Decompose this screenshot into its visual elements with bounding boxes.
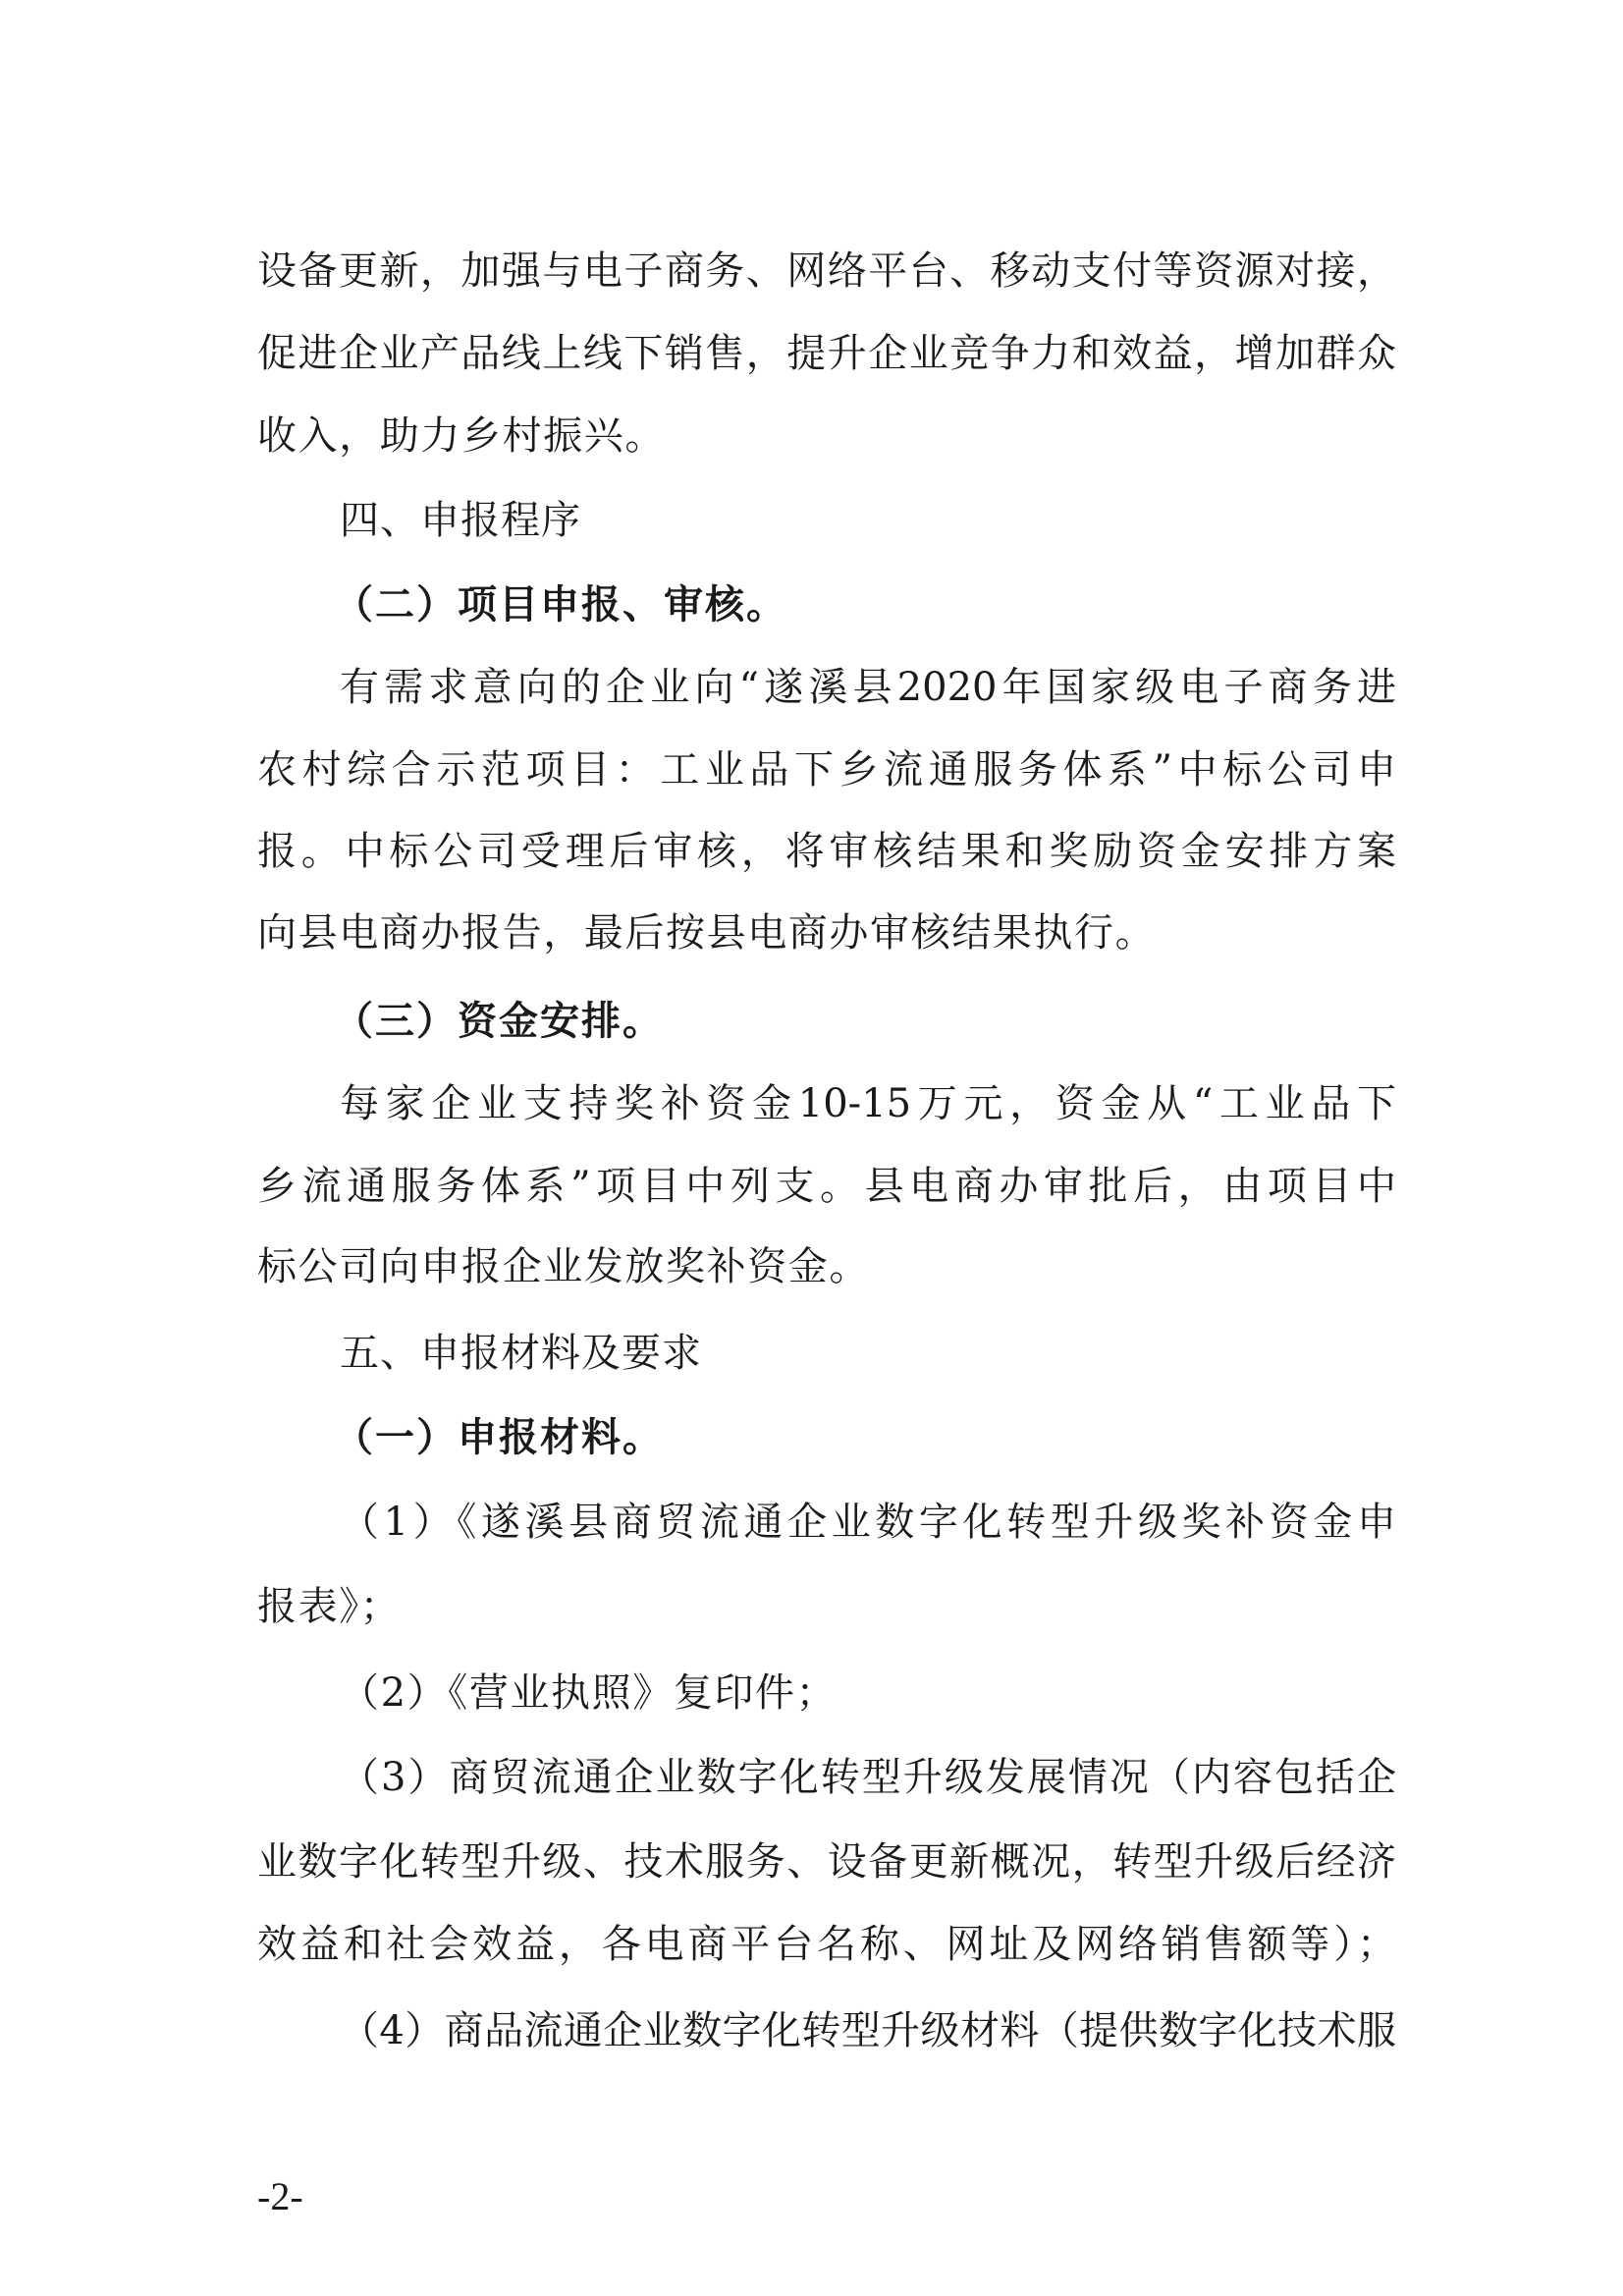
body-line: 标公司向申报企业发放奖补资金。 xyxy=(257,1244,870,1289)
section-heading-5: 五、申报材料及要求 xyxy=(340,1331,702,1376)
list-item-continuation: 效益和社会效益，各电商平台名称、网址及网络销售额等）； xyxy=(257,1922,1396,1967)
subsection-heading: （二）项目申报、审核。 xyxy=(334,582,787,628)
list-item: （4）商品流通企业数字化转型升级材料（提供数字化技术服 xyxy=(340,2008,1396,2053)
body-line: 设备更新，加强与电子商务、网络平台、移动支付等资源对接， xyxy=(257,248,1396,294)
list-item: （3）商贸流通企业数字化转型升级发展情况（内容包括企 xyxy=(340,1755,1396,1800)
subsection-heading: （一）申报材料。 xyxy=(334,1415,664,1460)
body-line: 向县电商办报告，最后按县电商办审核结果执行。 xyxy=(257,910,1157,956)
section-heading-4: 四、申报程序 xyxy=(340,498,581,543)
list-item: （2）《营业执照》复印件； xyxy=(340,1670,838,1716)
list-item-continuation: 业数字化转型升级、技术服务、设备更新概况，转型升级后经济 xyxy=(257,1839,1396,1885)
list-item: （1）《遂溪县商贸流通企业数字化转型升级奖补资金申 xyxy=(340,1500,1396,1545)
list-item-continuation: 报表》； xyxy=(257,1584,402,1629)
body-line: 报。中标公司受理后审核，将审核结果和奖励资金安排方案 xyxy=(257,829,1396,874)
subsection-heading: （三）资金安排。 xyxy=(334,999,664,1044)
body-line: 有需求意向的企业向“遂溪县2020年国家级电子商务进 xyxy=(340,665,1396,710)
body-line: 每家企业支持奖补资金10-15万元，资金从“工业品下 xyxy=(340,1081,1396,1126)
page-number: -2- xyxy=(257,2174,303,2218)
body-line: 乡流通服务体系”项目中列支。县电商办审批后，由项目中 xyxy=(257,1164,1396,1209)
body-line: 促进企业产品线上线下销售，提升企业竞争力和效益，增加群众 xyxy=(257,331,1396,376)
body-line: 收入，助力乡村振兴。 xyxy=(257,413,666,459)
body-line: 农村综合示范项目：工业品下乡流通服务体系”中标公司申 xyxy=(257,747,1396,793)
